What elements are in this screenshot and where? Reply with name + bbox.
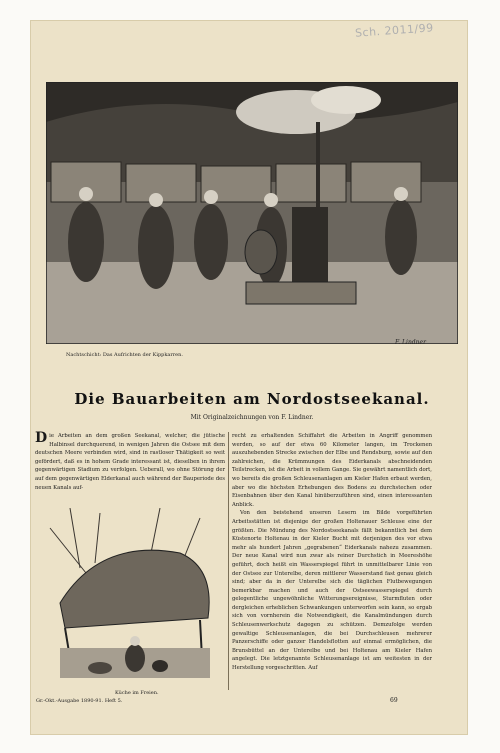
page-number: 69 <box>390 697 398 704</box>
artist-signature: F. Lindner <box>395 339 426 346</box>
pencil-annotation: Sch. 2011/99 <box>354 21 435 40</box>
night-shift-illustration <box>46 82 458 344</box>
column-left-text: ie Arbeiten an dem großen Seekanal, welcher, die jütische Halbinsel durchquerend, in wenigen Jahren die Ostsee mit dem deutschen Meere verbinden wird, sind in rastloser Thätigkeit so weit gefördert, daß es in hohem Grade interessant ist, dieselben in ihrem gegenwärtigen Stadium zu verfolgen. Ueberall, wo ohne Störung der auf dem gegenwärtigen Elderkanal auch während der Bauperiode des neuen Kanals auf- <box>35 433 225 491</box>
column-right-text-a: recht zu erhaltenden Schiffahrt die Arbeiten in Angriff genommen werden, so auf der etwa 60 Kilometer langen, im Trockenen auszuhebenden Strecke zwischen der Elbe und Rendsburg, sowie auf den zahlreichen, die Krümmungen des Eiderkanals abschneidenden Teilstrecken, ist die Arbeit in vollem Gange. Sie gewährt namentlich dort, wo bereits die großen Schleusenanlagen am Kieler Hafen erbaut werden, aber wo die höchsten Erhebungen des Bodens zu durchstechen oder Eisenbahnen über den Kanal hinüberzuführen sind, einen interessanten Anblick. <box>232 433 432 508</box>
column-right-text-b: Von den beistehend unseren Lesern im Bilde vorgeführten Arbeitsstätten ist diejenige der großen Holtenauer Schleuse eine der größten. Die Mündung des Nordostseekanals fällt bekanntlich bei dem Küstenorte Holtenau in der Kieler Bucht mit derjenigen des vor etwa mehr als hundert Jahren „gegrabenen“ Eiderkanals nahezu zusammen. Der neue Kanal wird nun zwar als reiner Durchstich in Meereshöhe geführt, doch heißt ein Wasserspiegel führt in unmittelbarer Linie von der Ostsee zur Unterelbe, deren mittlerer Wasserstand fast genau gleich sind; aber da in der Unterelbe sich die täglichen Flutbewegungen bemerkbar machen und auch der Ostseewasserspiegel durch gelegentliche ungewöhnliche Witterungsereignisse, Sturmfluten oder dergleichen erheblichen Schwankungen unterworfen sein kann, so ergab sich von vornherein die Notwendigkeit, die Kanalmündungen durch Schleusenwerkschutz dagegen zu schützen. Demzufolge werden gewaltige Schleusenanlagen, die bei Durchschleusen mehrerer Panzerschiffe oder ganzer Handelsflotten auf einmal ermöglichen, die Brunsbüttel an der Unterelbe und bei Holtenau am Kieler Hafen angelegt. Die letztgenannte Schleusenanlage ist am weitesten in der Herstellung vorgeschritten. Auf <box>232 510 432 672</box>
edition-footer: Gr.-Okt.-Ausgabe 1890-91. Heft 5. <box>36 698 123 704</box>
column-divider <box>228 432 229 690</box>
drop-cap: D <box>35 430 48 446</box>
article-subtitle: Mit Originalzeichnungen von F. Lindner. <box>190 414 314 421</box>
article-title: Die Bauarbeiten am Nordostseekanal. <box>74 390 430 408</box>
column-right <box>232 432 432 692</box>
column-left <box>35 432 225 492</box>
kitchen-caption: Küche im Freien. <box>115 690 159 696</box>
outdoor-kitchen-illustration <box>40 508 228 688</box>
illustration-caption: Nachtschicht: Das Aufrichten der Kippkarren. <box>66 352 183 358</box>
